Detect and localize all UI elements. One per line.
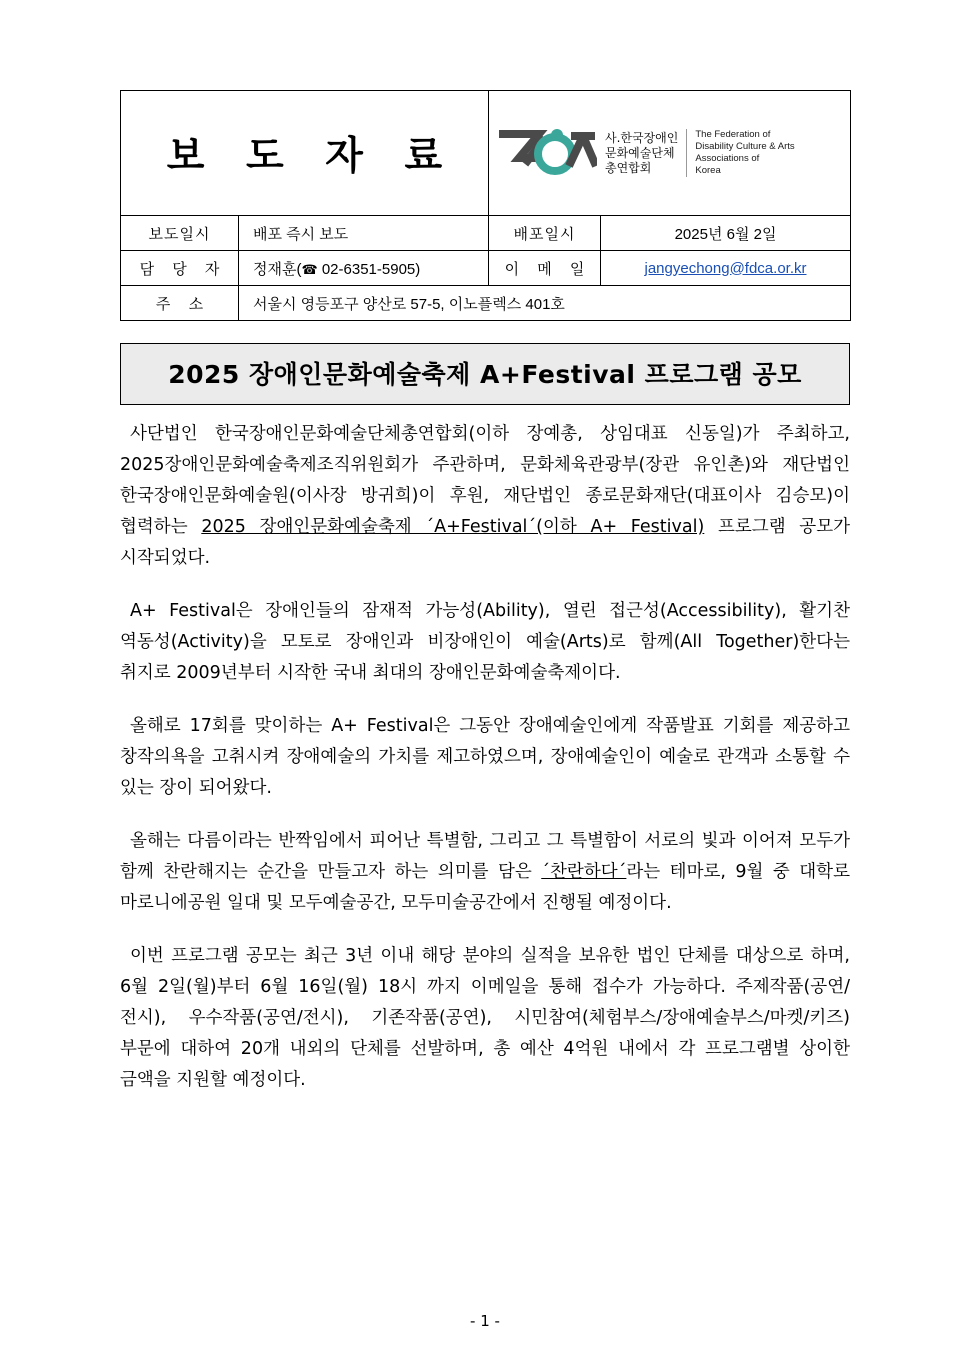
value-release-date: 배포 즉시 보도 [239,216,489,251]
logo-en-line-2: Disability Culture & Arts [695,141,795,152]
headline-box [120,343,850,405]
paragraph-2: A+ Festival은 장애인들의 잠재적 가능성(Ability), 열린 접근성(Accessibility), 활기찬 역동성(Activity)을 모토로 장애인과 비장애인이 예술(Arts)로 함께(All Together)한다는 취지로 2009년부터 시작한 국내 최대의 장애인문화예술축제이다. [120,601,850,683]
paragraph-3: 올해로 17회를 맞이하는 A+ Festival은 그동안 장애예술인에게 작품발표 기회를 제공하고 창작의욕을 고취시켜 장애예술의 가치를 제고하였으며, 장애예술인이 예술로 관객과 소통할 수 있는 장이 되어왔다. [120,716,850,798]
label-email: 이 메 일 [489,251,601,286]
paragraph-1: 사단법인 한국장애인문화예술단체총연합회(이하 장예총, 상임대표 신동일)가 주최하고, 2025장애인문화예술축제조직위원회가 주관하며, 문화체육관광부(장관 유인촌)와 재단법인 한국장애인문화예술원(이사장 방귀희)이 후원, 재단법인 종로문화재단(대표이사 김승모)이 협력하는 2025 장애인문화예술축제 ´A+Festival´(이하 A+ Festival) 프로그램 공모가 시작되었다. [120,424,851,568]
headline-title: 2025 장애인문화예술축제 A+Festival 프로그램 공모 [168,360,802,389]
logo-en-line-4: Korea [695,165,721,176]
label-contact-person: 담 당 자 [121,251,239,286]
federation-logo-icon [499,124,597,182]
document-title: 보 도 자 료 [166,134,457,179]
contact-name: 정재훈( [253,260,302,278]
logo-kr-line-1: 사.한국장애인 [605,130,679,145]
document-title-cell [121,91,489,216]
organization-logo-cell [489,91,851,216]
paragraph-4: 올해는 다름이라는 반짝임에서 피어난 특별함, 그리고 그 특별함이 서로의 빛과 이어져 모두가 함께 찬란해지는 순간을 만들고자 하는 의미를 담은 ´찬란하다´라는 테마로, 9월 중 대학로 마로니에공원 일대 및 모두예술공간, 모두미술공간에서 진행될 예정이다. [120,831,850,913]
value-address: 서울시 영등포구 양산로 57-5, 이노플렉스 401호 [239,286,851,321]
press-release-header-table [120,90,851,321]
value-distribution-date: 2025년 6월 2일 [601,216,851,251]
value-contact-person [239,251,489,286]
label-release-date: 보도일시 [121,216,239,251]
header-row-release-date [121,216,851,251]
phone-icon: ☎ [301,262,318,278]
email-link[interactable]: jangyechong@fdca.or.kr [644,259,807,277]
label-address: 주 소 [121,286,239,321]
header-row-address [121,286,851,321]
header-row-contact [121,251,851,286]
value-email-cell [601,251,851,286]
document-body [120,405,850,1096]
logo-kr-line-2: 문화예술단체 [605,145,675,160]
header-title-row [121,91,851,216]
label-distribution-date: 배포일시 [489,216,601,251]
paragraph-5: 이번 프로그램 공모는 최근 3년 이내 해당 분야의 실적을 보유한 법인 단체를 대상으로 하며, 6월 2일(월)부터 6월 16일(월) 18시 까지 이메일을 통해 접수가 가능하다. 주제작품(공연/전시), 우수작품(공연/전시), 기존작품(공연), 시민참여(체험부스/장애예술부스/마켓/키즈) 부문에 대하여 20개 내외의 단체를 선발하며, 총 예산 4억원 내에서 각 프로그램별 상이한 금액을 지원할 예정이다. [120,946,850,1090]
contact-phone: 02-6351-5905) [317,260,421,278]
logo-kr-line-3: 총연합회 [605,160,652,175]
page-number: - 1 - [470,1312,500,1330]
logo-en-line-1: The Federation of [695,129,771,140]
logo-en-line-3: Associations of [695,153,760,164]
